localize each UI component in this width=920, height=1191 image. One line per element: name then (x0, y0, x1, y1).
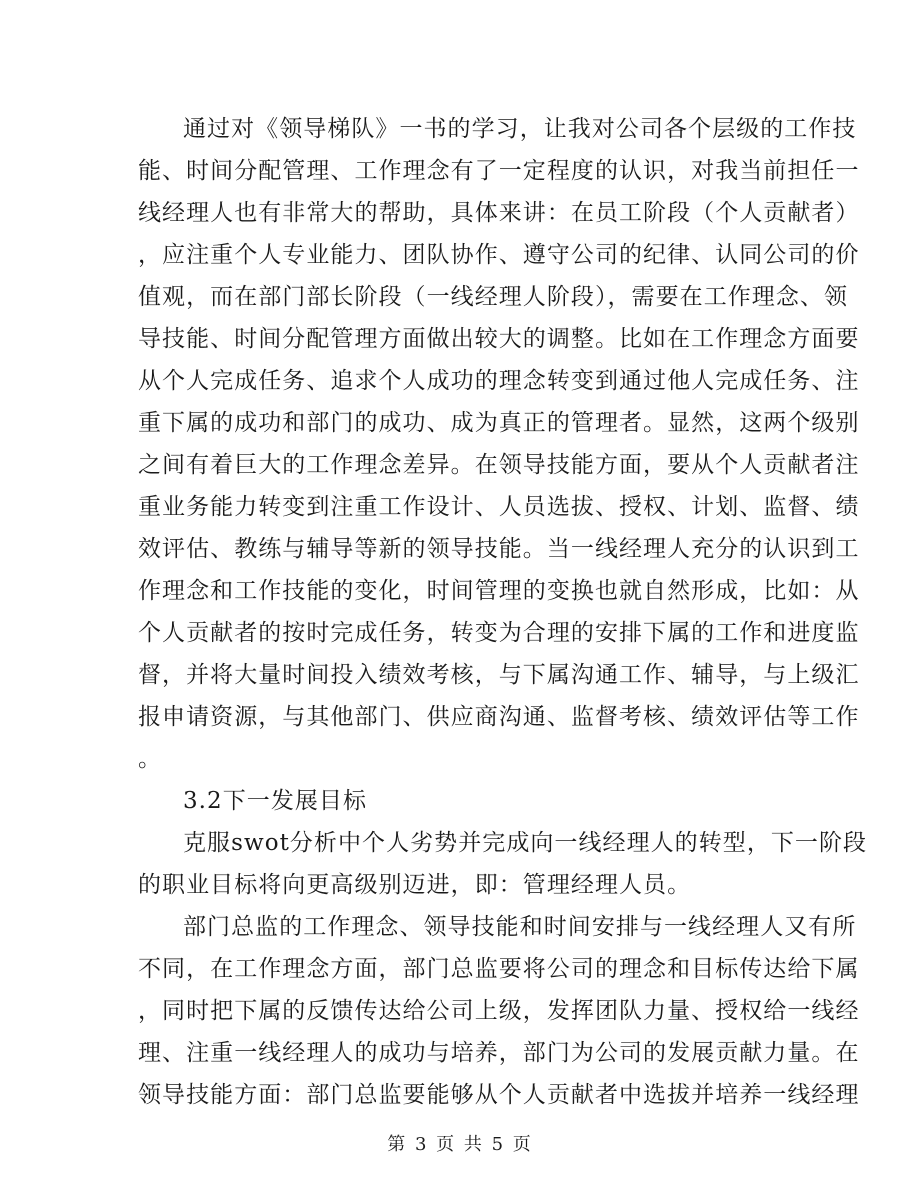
paragraph-1-line: 能、时间分配管理、工作理念有了一定程度的认识，对我当前担任一 (138, 158, 860, 184)
paragraph-3-line: 部门总监的工作理念、领导技能和时间安排与一线经理人又有所 (183, 914, 857, 940)
paragraph-1-line: ，应注重个人专业能力、团队协作、遵守公司的纪律、认同公司的价 (138, 242, 860, 268)
paragraph-1-line: 效评估、教练与辅导等新的领导技能。当一线经理人充分的认识到工 (138, 536, 860, 562)
paragraph-1-line: 督，并将大量时间投入绩效考核，与下属沟通工作、辅导，与上级汇 (138, 662, 860, 688)
paragraph-1-line: 从个人完成任务、追求个人成功的理念转变到通过他人完成任务、注 (138, 368, 860, 394)
paragraph-1-line: 值观，而在部门部长阶段（一线经理人阶段），需要在工作理念、领 (138, 284, 848, 310)
page-number-footer: 第 3 页 共 5 页 (387, 1134, 533, 1155)
paragraph-1-line: 之间有着巨大的工作理念差异。在领导技能方面，要从个人贡献者注 (138, 452, 860, 478)
paragraph-1-line: 。 (138, 746, 163, 772)
paragraph-3-line: ，同时把下属的反馈传达给公司上级，发挥团队力量、授权给一线经 (138, 998, 860, 1024)
paragraph-1-line: 通过对《领导梯队》一书的学习，让我对公司各个层级的工作技 (183, 116, 857, 142)
section-heading: 3.2下一发展目标 (183, 788, 368, 814)
paragraph-3-line: 理、注重一线经理人的成功与培养，部门为公司的发展贡献力量。在 (138, 1040, 860, 1066)
paragraph-1-line: 重下属的成功和部门的成功、成为真正的管理者。显然，这两个级别 (138, 410, 860, 436)
paragraph-2-line: 的职业目标将向更高级别迈进，即：管理经理人员。 (138, 872, 692, 898)
paragraph-1-line: 报申请资源，与其他部门、供应商沟通、监督考核、绩效评估等工作 (138, 704, 860, 730)
paragraph-3-line: 不同，在工作理念方面，部门总监要将公司的理念和目标传达给下属 (138, 956, 860, 982)
paragraph-3-line: 领导技能方面：部门总监要能够从个人贡献者中选拔并培养一线经理 (138, 1082, 860, 1108)
paragraph-1-line: 作理念和工作技能的变化，时间管理的变换也就自然形成，比如：从 (138, 578, 860, 604)
paragraph-1-line: 线经理人也有非常大的帮助，具体来讲：在员工阶段（个人贡献者） (138, 200, 860, 226)
paragraph-1-line: 个人贡献者的按时完成任务，转变为合理的安排下属的工作和进度监 (138, 620, 860, 646)
paragraph-1-line: 重业务能力转变到注重工作设计、人员选拔、授权、计划、监督、绩 (138, 494, 860, 520)
paragraph-1-line: 导技能、时间分配管理方面做出较大的调整。比如在工作理念方面要 (138, 326, 860, 352)
paragraph-2-line: 克服swot分析中个人劣势并完成向一线经理人的转型，下一阶段 (183, 830, 868, 856)
